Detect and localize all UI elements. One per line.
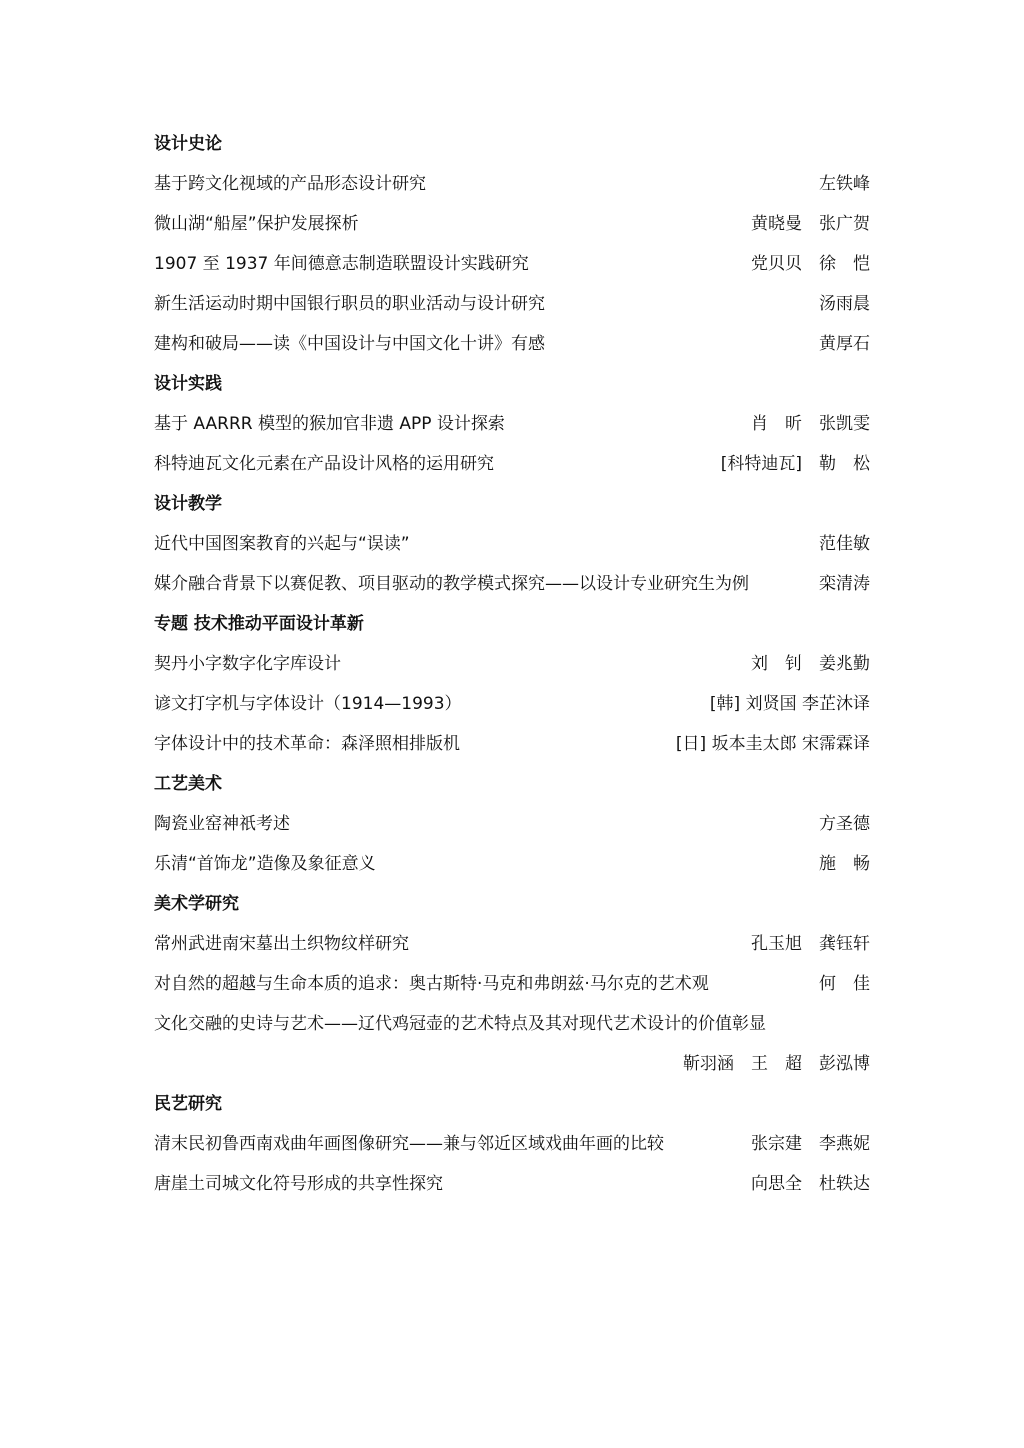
entry-authors: 刘 钊 姜兆勤 xyxy=(751,654,870,674)
toc-entry[interactable] xyxy=(154,164,870,204)
toc-entry[interactable] xyxy=(154,524,870,564)
toc-entry[interactable] xyxy=(154,964,870,1004)
toc-entry[interactable] xyxy=(154,284,870,324)
toc-entry[interactable] xyxy=(154,204,870,244)
entry-title: 常州武进南宋墓出土织物纹样研究 xyxy=(154,934,409,954)
entry-title: 媒介融合背景下以赛促教、项目驱动的教学模式探究——以设计专业研究生为例 xyxy=(154,574,749,594)
entry-authors: 向思全 杜轶达 xyxy=(751,1174,870,1194)
entry-title: 文化交融的史诗与艺术——辽代鸡冠壶的艺术特点及其对现代艺术设计的价值彰显 xyxy=(154,1014,766,1034)
entry-authors: 张宗建 李燕妮 xyxy=(751,1134,870,1154)
entry-title: 科特迪瓦文化元素在产品设计风格的运用研究 xyxy=(154,454,494,474)
entry-authors: 施 畅 xyxy=(819,854,870,874)
toc-entry[interactable] xyxy=(154,564,870,604)
toc-entry[interactable] xyxy=(154,324,870,364)
entry-authors: 方圣德 xyxy=(819,814,870,834)
toc-entry[interactable] xyxy=(154,244,870,284)
entry-title: 唐崖土司城文化符号形成的共享性探究 xyxy=(154,1174,443,1194)
entry-authors: [科特迪瓦] 勒 松 xyxy=(720,454,870,474)
entry-authors: 靳羽涵 王 超 彭泓博 xyxy=(683,1054,870,1074)
entry-title: 陶瓷业窑神祇考述 xyxy=(154,814,290,834)
entry-authors: 党贝贝 徐 恺 xyxy=(751,254,870,274)
toc-entry[interactable] xyxy=(154,844,870,884)
toc-entry[interactable] xyxy=(154,444,870,484)
toc-entry[interactable] xyxy=(154,1124,870,1164)
entry-title: 微山湖“船屋”保护发展探析 xyxy=(154,214,359,234)
toc-entry[interactable] xyxy=(154,724,870,764)
section-heading: 工艺美术 xyxy=(154,774,222,794)
entry-authors: 孔玉旭 龚钰轩 xyxy=(751,934,870,954)
entry-authors: 范佳敏 xyxy=(819,534,870,554)
entry-title: 基于跨文化视域的产品形态设计研究 xyxy=(154,174,426,194)
entry-title: 乐清“首饰龙”造像及象征意义 xyxy=(154,854,376,874)
entry-title: 清末民初鲁西南戏曲年画图像研究——兼与邻近区域戏曲年画的比较 xyxy=(154,1134,664,1154)
toc-entry[interactable] xyxy=(154,1164,870,1204)
section-heading: 设计实践 xyxy=(154,374,222,394)
entry-authors: 汤雨晨 xyxy=(819,294,870,314)
entry-title: 新生活运动时期中国银行职员的职业活动与设计研究 xyxy=(154,294,545,314)
entry-authors: 何 佳 xyxy=(819,974,870,994)
entry-title: 对自然的超越与生命本质的追求：奥古斯特·马克和弗朗兹·马尔克的艺术观 xyxy=(154,974,709,994)
section-heading: 设计史论 xyxy=(154,134,222,154)
toc-entry[interactable] xyxy=(154,644,870,684)
entry-title: 建构和破局——读《中国设计与中国文化十讲》有感 xyxy=(154,334,545,354)
toc-entry[interactable] xyxy=(154,404,870,444)
entry-authors: 黄晓曼 张广贺 xyxy=(751,214,870,234)
entry-title: 契丹小字数字化字库设计 xyxy=(154,654,341,674)
entry-title: 1907 至 1937 年间德意志制造联盟设计实践研究 xyxy=(154,254,529,274)
entry-authors: [韩] 刘贤国 李芷沐译 xyxy=(709,694,870,714)
entry-title: 基于 AARRR 模型的猴加官非遗 APP 设计探索 xyxy=(154,414,505,434)
toc-entry[interactable] xyxy=(154,684,870,724)
section-heading: 设计教学 xyxy=(154,494,222,514)
entry-title: 谚文打字机与字体设计（1914—1993） xyxy=(154,694,462,714)
toc-entry[interactable] xyxy=(154,1004,870,1044)
toc-entry[interactable] xyxy=(154,924,870,964)
entry-authors: 肖 昕 张凯雯 xyxy=(751,414,870,434)
section-heading: 美术学研究 xyxy=(154,894,239,914)
toc-entry[interactable] xyxy=(154,804,870,844)
entry-authors: 栾清涛 xyxy=(819,574,870,594)
entry-authors: [日] 坂本圭太郎 宋霈霖译 xyxy=(675,734,870,754)
section-heading: 专题 技术推动平面设计革新 xyxy=(154,614,364,634)
table-of-contents xyxy=(154,124,870,1204)
entry-authors: 左铁峰 xyxy=(819,174,870,194)
section-heading: 民艺研究 xyxy=(154,1094,222,1114)
entry-authors: 黄厚石 xyxy=(819,334,870,354)
entry-title: 字体设计中的技术革命：森泽照相排版机 xyxy=(154,734,460,754)
entry-title: 近代中国图案教育的兴起与“误读” xyxy=(154,534,410,554)
